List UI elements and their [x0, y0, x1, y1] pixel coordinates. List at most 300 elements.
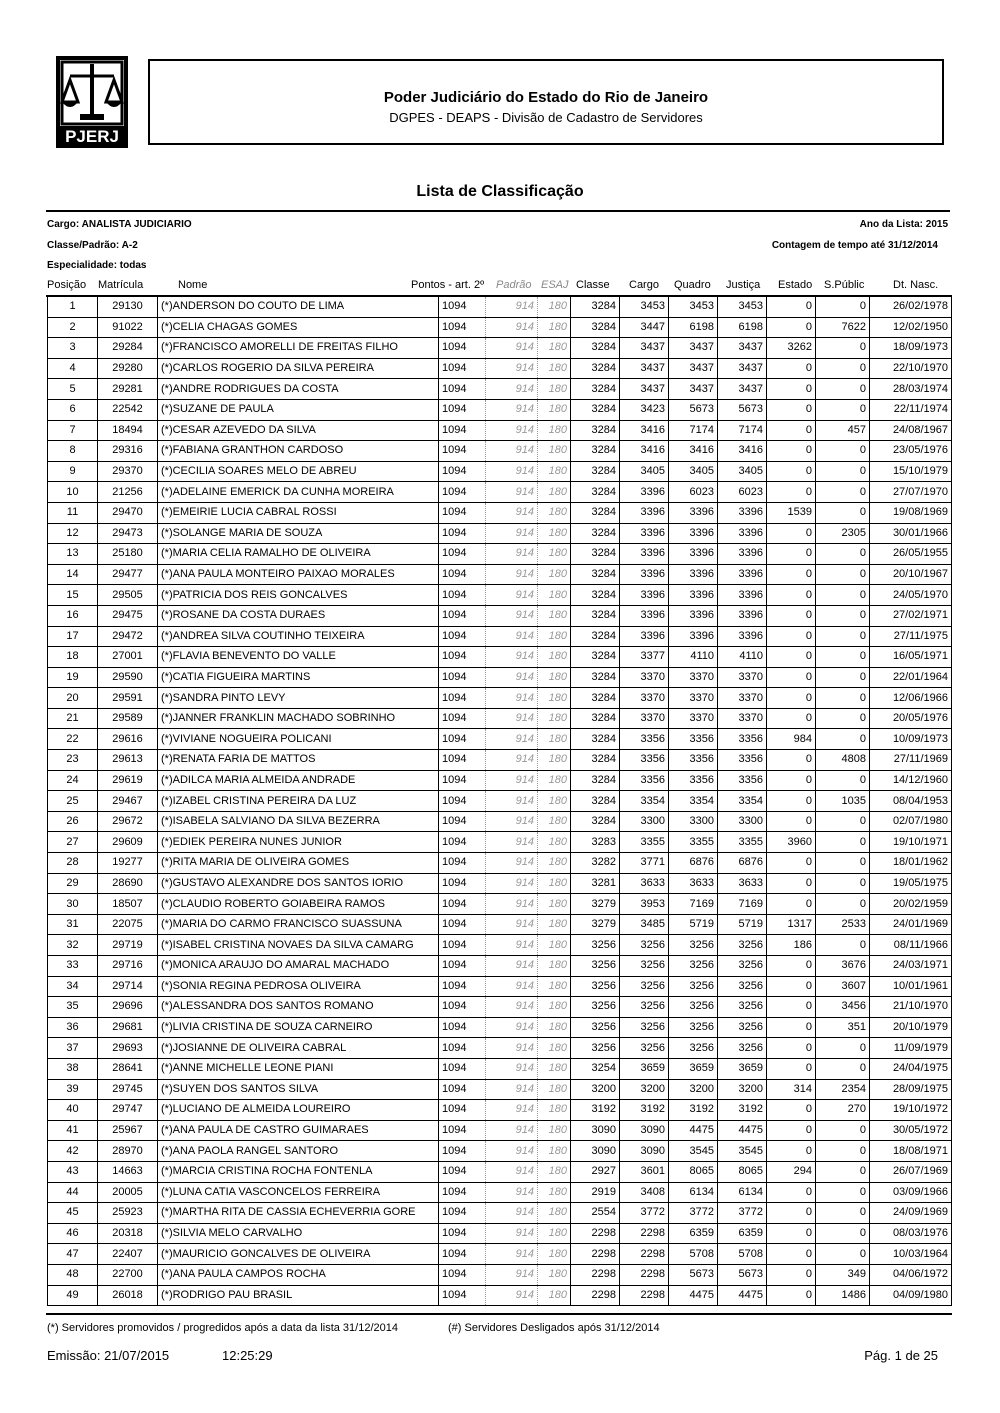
- cell-spublic: 0: [816, 1120, 870, 1141]
- cell-padrao: 914: [486, 1038, 538, 1059]
- cell-esaj: 180: [538, 832, 571, 853]
- cell-quadro: 6876: [669, 853, 718, 874]
- cell-quadro: 3396: [669, 523, 718, 544]
- divider: [46, 1313, 952, 1315]
- cell-posicao: 25: [48, 791, 98, 812]
- cell-justica: 3396: [718, 564, 767, 585]
- cell-matricula: 29370: [98, 461, 158, 482]
- cell-matricula: 18507: [98, 894, 158, 915]
- cell-estado: 1317: [767, 914, 816, 935]
- cell-justica: 3396: [718, 626, 767, 647]
- cell-posicao: 47: [48, 1244, 98, 1265]
- col-posicao: Posição: [47, 279, 87, 291]
- cell-estado: 0: [767, 1264, 816, 1285]
- cell-nome: (*)PATRICIA DOS REIS GONCALVES: [158, 585, 439, 606]
- table-row: [48, 1141, 952, 1162]
- cell-cargo: 3090: [620, 1120, 669, 1141]
- cell-estado: 3262: [767, 338, 816, 359]
- table-row: [48, 482, 952, 503]
- cell-esaj: 180: [538, 750, 571, 771]
- cell-spublic: 0: [816, 441, 870, 462]
- cell-justica: 3370: [718, 688, 767, 709]
- table-row: [48, 1203, 952, 1224]
- cell-pontos: 1094: [439, 1285, 486, 1306]
- col-justica: Justiça: [726, 279, 761, 291]
- cell-pontos: 1094: [439, 544, 486, 565]
- cell-pontos: 1094: [439, 399, 486, 420]
- cell-pontos: 1094: [439, 956, 486, 977]
- cell-justica: 3633: [718, 873, 767, 894]
- cell-estado: 0: [767, 1120, 816, 1141]
- cell-dtnasc: 27/11/1975: [870, 626, 952, 647]
- cell-posicao: 31: [48, 914, 98, 935]
- cell-esaj: 180: [538, 688, 571, 709]
- cell-classe: 3284: [571, 482, 620, 503]
- cell-pontos: 1094: [439, 914, 486, 935]
- cell-matricula: 29280: [98, 358, 158, 379]
- cell-padrao: 914: [486, 338, 538, 359]
- cell-nome: (*)ANA PAULA DE CASTRO GUIMARAES: [158, 1120, 439, 1141]
- cell-quadro: 5719: [669, 914, 718, 935]
- table-row: [48, 338, 952, 359]
- table-row: [48, 667, 952, 688]
- cell-esaj: 180: [538, 523, 571, 544]
- cell-padrao: 914: [486, 935, 538, 956]
- cell-pontos: 1094: [439, 1038, 486, 1059]
- cell-spublic: 0: [816, 770, 870, 791]
- cell-quadro: 3453: [669, 297, 718, 318]
- cell-pontos: 1094: [439, 647, 486, 668]
- cell-pontos: 1094: [439, 791, 486, 812]
- table-row: [48, 770, 952, 791]
- cell-nome: (*)ANNE MICHELLE LEONE PIANI: [158, 1058, 439, 1079]
- cell-dtnasc: 24/04/1975: [870, 1058, 952, 1079]
- cell-classe: 3284: [571, 729, 620, 750]
- cell-matricula: 20005: [98, 1182, 158, 1203]
- cell-quadro: 3370: [669, 688, 718, 709]
- footnote-promovidos: (*) Servidores promovidos / progredidos após a data da lista 31/12/2014: [47, 1322, 398, 1334]
- cell-esaj: 180: [538, 1223, 571, 1244]
- cell-matricula: 22075: [98, 914, 158, 935]
- cell-dtnasc: 19/05/1975: [870, 873, 952, 894]
- table-row: [48, 441, 952, 462]
- cell-quadro: 3370: [669, 667, 718, 688]
- cell-justica: 3356: [718, 750, 767, 771]
- cell-cargo: 3485: [620, 914, 669, 935]
- table-row: [48, 791, 952, 812]
- cell-nome: (*)EDIEK PEREIRA NUNES JUNIOR: [158, 832, 439, 853]
- cell-quadro: 3396: [669, 626, 718, 647]
- cell-estado: 0: [767, 482, 816, 503]
- meta-classe: Classe/Padrão: A-2: [47, 240, 138, 251]
- cell-posicao: 14: [48, 564, 98, 585]
- cell-classe: 3284: [571, 626, 620, 647]
- cell-dtnasc: 24/05/1970: [870, 585, 952, 606]
- cell-pontos: 1094: [439, 708, 486, 729]
- cell-justica: 3370: [718, 708, 767, 729]
- cell-nome: (*)FLAVIA BENEVENTO DO VALLE: [158, 647, 439, 668]
- cell-pontos: 1094: [439, 853, 486, 874]
- cell-matricula: 29616: [98, 729, 158, 750]
- cell-posicao: 44: [48, 1182, 98, 1203]
- cell-estado: 0: [767, 667, 816, 688]
- cell-justica: 3356: [718, 770, 767, 791]
- cell-posicao: 20: [48, 688, 98, 709]
- cell-spublic: 0: [816, 1161, 870, 1182]
- cell-justica: 3256: [718, 935, 767, 956]
- cell-cargo: 3447: [620, 317, 669, 338]
- cell-classe: 3281: [571, 873, 620, 894]
- cell-posicao: 11: [48, 502, 98, 523]
- cell-classe: 3090: [571, 1141, 620, 1162]
- cell-padrao: 914: [486, 523, 538, 544]
- cell-cargo: 3200: [620, 1079, 669, 1100]
- cell-nome: (*)SUYEN DOS SANTOS SILVA: [158, 1079, 439, 1100]
- cell-matricula: 29281: [98, 379, 158, 400]
- cell-classe: 3192: [571, 1100, 620, 1121]
- cell-padrao: 914: [486, 1182, 538, 1203]
- cell-posicao: 3: [48, 338, 98, 359]
- header-box: [148, 59, 944, 145]
- cell-nome: (*)SONIA REGINA PEDROSA OLIVEIRA: [158, 976, 439, 997]
- table-row: [48, 832, 952, 853]
- cell-classe: 3256: [571, 956, 620, 977]
- table-row: [48, 1038, 952, 1059]
- cell-matricula: 14663: [98, 1161, 158, 1182]
- table-row: [48, 1161, 952, 1182]
- cell-classe: 2298: [571, 1244, 620, 1265]
- cell-justica: 5673: [718, 399, 767, 420]
- cell-esaj: 180: [538, 1058, 571, 1079]
- cell-matricula: 29505: [98, 585, 158, 606]
- cell-spublic: 0: [816, 667, 870, 688]
- cell-dtnasc: 12/02/1950: [870, 317, 952, 338]
- table-row: [48, 297, 952, 318]
- table-row: [48, 1017, 952, 1038]
- cell-cargo: 3356: [620, 729, 669, 750]
- cell-spublic: 0: [816, 708, 870, 729]
- cell-nome: (*)ADELAINE EMERICK DA CUNHA MOREIRA: [158, 482, 439, 503]
- cell-esaj: 180: [538, 997, 571, 1018]
- cell-nome: (*)SILVIA MELO CARVALHO: [158, 1223, 439, 1244]
- cell-justica: 4110: [718, 647, 767, 668]
- col-estado: Estado: [778, 279, 813, 291]
- cell-pontos: 1094: [439, 770, 486, 791]
- cell-spublic: 0: [816, 811, 870, 832]
- cell-posicao: 28: [48, 853, 98, 874]
- cell-pontos: 1094: [439, 1203, 486, 1224]
- cell-posicao: 17: [48, 626, 98, 647]
- cell-spublic: 2533: [816, 914, 870, 935]
- cell-cargo: 3416: [620, 441, 669, 462]
- cell-dtnasc: 27/11/1969: [870, 750, 952, 771]
- cell-padrao: 914: [486, 1161, 538, 1182]
- cell-cargo: 3405: [620, 461, 669, 482]
- cell-justica: 3437: [718, 338, 767, 359]
- cell-padrao: 914: [486, 564, 538, 585]
- cell-nome: (*)ANDRE RODRIGUES DA COSTA: [158, 379, 439, 400]
- cell-dtnasc: 21/10/1970: [870, 997, 952, 1018]
- cell-dtnasc: 10/09/1973: [870, 729, 952, 750]
- cell-dtnasc: 26/02/1978: [870, 297, 952, 318]
- cell-justica: 7174: [718, 420, 767, 441]
- cell-posicao: 30: [48, 894, 98, 915]
- cell-classe: 3256: [571, 1017, 620, 1038]
- table-row: [48, 1223, 952, 1244]
- cell-cargo: 3256: [620, 935, 669, 956]
- cell-padrao: 914: [486, 1120, 538, 1141]
- cell-padrao: 914: [486, 1058, 538, 1079]
- cell-posicao: 26: [48, 811, 98, 832]
- cell-classe: 3256: [571, 935, 620, 956]
- cell-estado: 0: [767, 1223, 816, 1244]
- cell-padrao: 914: [486, 1017, 538, 1038]
- cell-dtnasc: 30/05/1972: [870, 1120, 952, 1141]
- cell-spublic: 7622: [816, 317, 870, 338]
- cell-matricula: 28970: [98, 1141, 158, 1162]
- cell-quadro: 3396: [669, 544, 718, 565]
- cell-dtnasc: 19/10/1972: [870, 1100, 952, 1121]
- cell-justica: 3256: [718, 1038, 767, 1059]
- cell-justica: 8065: [718, 1161, 767, 1182]
- cell-matricula: 29467: [98, 791, 158, 812]
- cell-cargo: 3437: [620, 358, 669, 379]
- table-row: [48, 605, 952, 626]
- cell-classe: 3284: [571, 523, 620, 544]
- cell-spublic: 2354: [816, 1079, 870, 1100]
- cell-classe: 3284: [571, 461, 620, 482]
- cell-dtnasc: 19/08/1969: [870, 502, 952, 523]
- cell-justica: 5673: [718, 1264, 767, 1285]
- cell-classe: 2919: [571, 1182, 620, 1203]
- cell-matricula: 18494: [98, 420, 158, 441]
- cell-esaj: 180: [538, 379, 571, 400]
- cell-justica: 3772: [718, 1203, 767, 1224]
- cell-estado: 0: [767, 791, 816, 812]
- cell-quadro: 3416: [669, 441, 718, 462]
- cell-esaj: 180: [538, 1182, 571, 1203]
- cell-spublic: 349: [816, 1264, 870, 1285]
- cell-justica: 3256: [718, 956, 767, 977]
- cell-classe: 3282: [571, 853, 620, 874]
- cell-padrao: 914: [486, 482, 538, 503]
- cell-classe: 3284: [571, 441, 620, 462]
- cell-esaj: 180: [538, 1264, 571, 1285]
- cell-matricula: 29589: [98, 708, 158, 729]
- cell-dtnasc: 04/09/1980: [870, 1285, 952, 1306]
- cell-dtnasc: 16/05/1971: [870, 647, 952, 668]
- cell-spublic: 0: [816, 1244, 870, 1265]
- cell-justica: 3659: [718, 1058, 767, 1079]
- cell-estado: 0: [767, 1182, 816, 1203]
- cell-padrao: 914: [486, 399, 538, 420]
- cell-classe: 3284: [571, 297, 620, 318]
- table-row: [48, 976, 952, 997]
- cell-dtnasc: 24/01/1969: [870, 914, 952, 935]
- cell-pontos: 1094: [439, 1017, 486, 1038]
- cell-posicao: 1: [48, 297, 98, 318]
- cell-justica: 3354: [718, 791, 767, 812]
- cell-matricula: 21256: [98, 482, 158, 503]
- cell-justica: 6023: [718, 482, 767, 503]
- cell-posicao: 33: [48, 956, 98, 977]
- cell-dtnasc: 26/07/1969: [870, 1161, 952, 1182]
- cell-cargo: 3396: [620, 523, 669, 544]
- cell-justica: 3192: [718, 1100, 767, 1121]
- cell-spublic: 0: [816, 626, 870, 647]
- cell-cargo: 3633: [620, 873, 669, 894]
- cell-esaj: 180: [538, 317, 571, 338]
- cell-justica: 4475: [718, 1285, 767, 1306]
- cell-pontos: 1094: [439, 297, 486, 318]
- cell-esaj: 180: [538, 791, 571, 812]
- cell-quadro: 3300: [669, 811, 718, 832]
- pjerj-logo: [52, 56, 132, 148]
- cell-matricula: 25967: [98, 1120, 158, 1141]
- cell-esaj: 180: [538, 585, 571, 606]
- cell-pontos: 1094: [439, 811, 486, 832]
- table-row: [48, 1100, 952, 1121]
- cell-spublic: 0: [816, 832, 870, 853]
- cell-padrao: 914: [486, 976, 538, 997]
- cell-esaj: 180: [538, 1120, 571, 1141]
- cell-cargo: 3396: [620, 585, 669, 606]
- cell-classe: 3284: [571, 708, 620, 729]
- cell-nome: (*)CLAUDIO ROBERTO GOIABEIRA RAMOS: [158, 894, 439, 915]
- cell-cargo: 3377: [620, 647, 669, 668]
- cell-posicao: 9: [48, 461, 98, 482]
- cell-classe: 3256: [571, 1038, 620, 1059]
- cell-classe: 3284: [571, 379, 620, 400]
- cell-estado: 0: [767, 688, 816, 709]
- cell-nome: (*)ROSANE DA COSTA DURAES: [158, 605, 439, 626]
- cell-spublic: 2305: [816, 523, 870, 544]
- cell-justica: 3256: [718, 1017, 767, 1038]
- cell-classe: 3284: [571, 811, 620, 832]
- cell-spublic: 0: [816, 482, 870, 503]
- cell-dtnasc: 22/10/1970: [870, 358, 952, 379]
- cell-padrao: 914: [486, 1203, 538, 1224]
- cell-cargo: 3396: [620, 564, 669, 585]
- cell-posicao: 12: [48, 523, 98, 544]
- cell-quadro: 6198: [669, 317, 718, 338]
- cell-estado: 0: [767, 399, 816, 420]
- cell-estado: 0: [767, 379, 816, 400]
- cell-justica: 3396: [718, 544, 767, 565]
- cell-cargo: 3396: [620, 502, 669, 523]
- cell-quadro: 5708: [669, 1244, 718, 1265]
- cell-esaj: 180: [538, 564, 571, 585]
- cell-matricula: 28641: [98, 1058, 158, 1079]
- cell-cargo: 3370: [620, 708, 669, 729]
- cell-esaj: 180: [538, 853, 571, 874]
- table-row: [48, 461, 952, 482]
- cell-padrao: 914: [486, 832, 538, 853]
- cell-padrao: 914: [486, 1223, 538, 1244]
- cell-pontos: 1094: [439, 317, 486, 338]
- cell-matricula: 29747: [98, 1100, 158, 1121]
- cell-esaj: 180: [538, 1017, 571, 1038]
- cell-matricula: 29591: [98, 688, 158, 709]
- cell-estado: 0: [767, 605, 816, 626]
- cell-spublic: 351: [816, 1017, 870, 1038]
- classification-table: [47, 296, 952, 1306]
- cell-matricula: 29130: [98, 297, 158, 318]
- institution-title: Poder Judiciário do Estado do Rio de Janeiro: [383, 89, 709, 106]
- cell-pontos: 1094: [439, 626, 486, 647]
- cell-quadro: 3256: [669, 1038, 718, 1059]
- cell-esaj: 180: [538, 729, 571, 750]
- cell-classe: 3284: [571, 667, 620, 688]
- cell-pontos: 1094: [439, 1079, 486, 1100]
- cell-quadro: 3396: [669, 585, 718, 606]
- cell-cargo: 3256: [620, 976, 669, 997]
- table-row: [48, 379, 952, 400]
- cell-pontos: 1094: [439, 1223, 486, 1244]
- cell-posicao: 29: [48, 873, 98, 894]
- cell-dtnasc: 27/07/1970: [870, 482, 952, 503]
- cell-pontos: 1094: [439, 997, 486, 1018]
- cell-esaj: 180: [538, 1203, 571, 1224]
- cell-justica: 5719: [718, 914, 767, 935]
- table-row: [48, 688, 952, 709]
- cell-justica: 6876: [718, 853, 767, 874]
- cell-matricula: 25923: [98, 1203, 158, 1224]
- cell-cargo: 3396: [620, 482, 669, 503]
- cell-spublic: 0: [816, 1223, 870, 1244]
- cell-cargo: 2298: [620, 1264, 669, 1285]
- cell-estado: 3960: [767, 832, 816, 853]
- cell-posicao: 40: [48, 1100, 98, 1121]
- cell-pontos: 1094: [439, 420, 486, 441]
- cell-quadro: 3437: [669, 379, 718, 400]
- cell-cargo: 3355: [620, 832, 669, 853]
- cell-cargo: 3437: [620, 379, 669, 400]
- cell-esaj: 180: [538, 297, 571, 318]
- cell-justica: 5708: [718, 1244, 767, 1265]
- cell-quadro: 4110: [669, 647, 718, 668]
- footnote-desligados: (#) Servidores Desligados após 31/12/2014: [448, 1322, 660, 1334]
- cell-estado: 186: [767, 935, 816, 956]
- cell-cargo: 3256: [620, 997, 669, 1018]
- cell-dtnasc: 18/08/1971: [870, 1141, 952, 1162]
- cell-posicao: 38: [48, 1058, 98, 1079]
- cell-nome: (*)RITA MARIA DE OLIVEIRA GOMES: [158, 853, 439, 874]
- cell-estado: 0: [767, 853, 816, 874]
- cell-padrao: 914: [486, 379, 538, 400]
- cell-dtnasc: 26/05/1955: [870, 544, 952, 565]
- cell-dtnasc: 30/01/1966: [870, 523, 952, 544]
- cell-dtnasc: 08/03/1976: [870, 1223, 952, 1244]
- cell-matricula: 19277: [98, 853, 158, 874]
- table-row: [48, 647, 952, 668]
- cell-matricula: 29619: [98, 770, 158, 791]
- cell-justica: 3437: [718, 379, 767, 400]
- cell-cargo: 3354: [620, 791, 669, 812]
- cell-posicao: 46: [48, 1223, 98, 1244]
- table-row: [48, 1182, 952, 1203]
- table-row: [48, 585, 952, 606]
- cell-justica: 4475: [718, 1120, 767, 1141]
- cell-padrao: 914: [486, 914, 538, 935]
- cell-posicao: 21: [48, 708, 98, 729]
- cell-esaj: 180: [538, 1100, 571, 1121]
- page-number: Pág. 1 de 25: [864, 1348, 938, 1363]
- cell-nome: (*)ANDREA SILVA COUTINHO TEIXEIRA: [158, 626, 439, 647]
- table-row: [48, 564, 952, 585]
- meta-ano: Ano da Lista: 2015: [859, 219, 948, 230]
- cell-quadro: 8065: [669, 1161, 718, 1182]
